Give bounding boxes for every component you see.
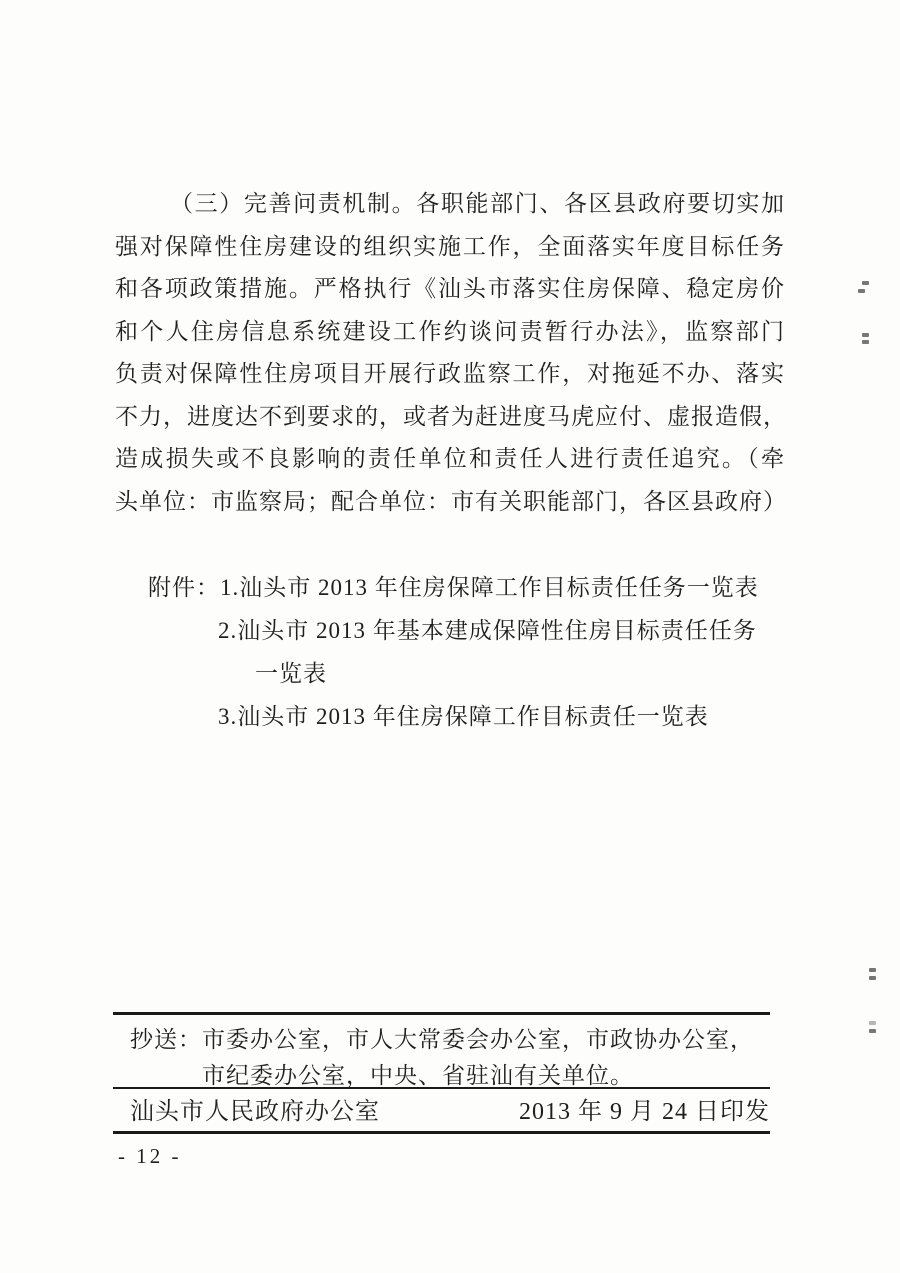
attachment-item [148,566,798,609]
attachment-item-1: 1.汕头市 2013 年住房保障工作目标责任任务一览表 [220,575,759,600]
attachments-list [148,566,798,738]
cc-block [130,1022,770,1094]
attachments-label: 附件： [148,575,220,600]
body-line: 造成损失或不良影响的责任单位和责任人进行责任追究。（牵 [115,446,785,471]
issuing-office: 汕头市人民政府办公室 [130,1099,380,1125]
scan-speckle [869,1021,876,1025]
body-line: 和各项政策措施。严格执行《汕头市落实住房保障、稳定房价 [115,276,785,301]
scan-speckle [862,340,869,344]
body-line: 头单位：市监察局；配合单位：市有关职能部门，各区县政府） [115,488,787,514]
scan-speckle [869,968,876,972]
cc-line-1: 市委办公室，市人大常委会办公室，市政协办公室， [202,1027,754,1052]
issuer-row [130,1094,770,1130]
attachment-item-2-line-2: 一览表 [255,661,327,686]
cc-lines [202,1022,770,1094]
body-line: （三）完善问责机制。各职能部门、各区县政府要切实加 [170,191,785,216]
body-line: 强对保障性住房建设的组织实施工作，全面落实年度目标任务 [115,233,785,259]
body-line: 和个人住房信息系统建设工作约谈问责暂行办法》，监察部门 [115,318,785,344]
scan-speckle [869,976,876,980]
scan-speckle [862,333,869,337]
attachment-item-3: 3.汕头市 2013 年住房保障工作目标责任一览表 [218,704,709,729]
scan-speckle [869,1029,876,1033]
footer-bottom-rule [113,1131,770,1134]
scan-speckle [862,281,869,285]
scan-speckle [858,289,865,293]
footer-top-rule [113,1012,770,1015]
body-line: 负责对保障性住房项目开展行政监察工作，对拖延不办、落实 [115,361,785,386]
cc-label: 抄送： [130,1027,202,1052]
cc-line-2: 市纪委办公室，中央、省驻汕有关单位。 [202,1063,634,1088]
body-line: 不力，进度达不到要求的，或者为赶进度马虎应付、虚报造假， [115,403,787,429]
print-date: 2013 年 9 月 24 日印发 [519,1099,770,1125]
body-paragraph [115,183,785,523]
attachment-item-2-line-1: 2.汕头市 2013 年基本建成保障性住房目标责任任务 [218,618,757,643]
page-number: - 12 - [118,1144,182,1168]
